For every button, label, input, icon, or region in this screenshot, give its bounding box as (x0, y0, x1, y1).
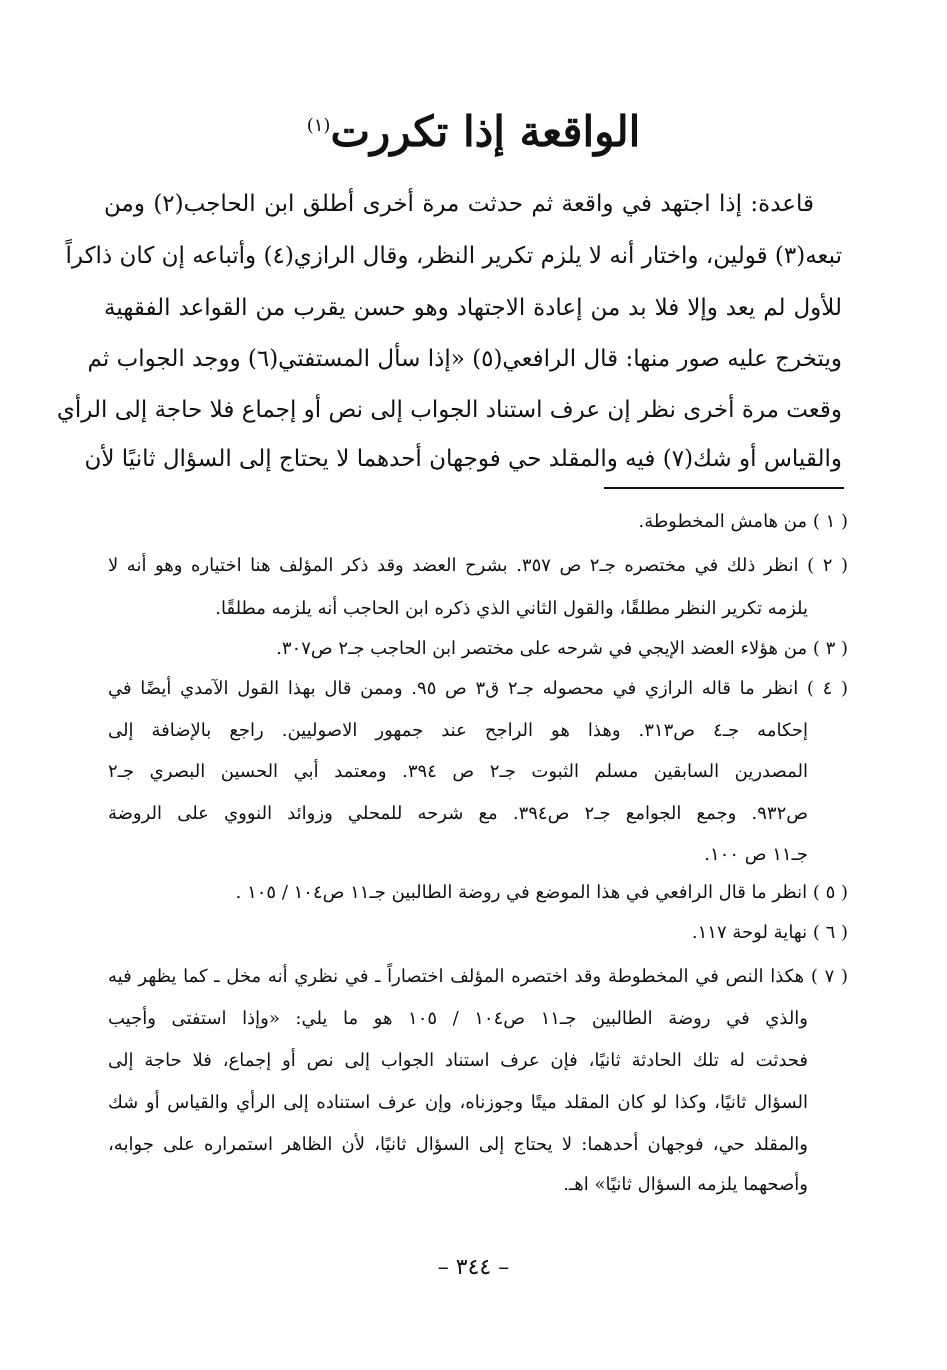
footnote-line: ( ٧ ) هكذا النص في المخطوطة وقد اختصره المؤلف اختصاراً ـ في نظري أنه مخل ـ كما يظهر فيه (108, 966, 848, 987)
title-footnote-ref: (١) (306, 115, 331, 136)
footnote-line: المصدرين السابقين مسلم الثبوت جـ٢ ص ٣٩٤. ومعتمد أبي الحسين البصري جـ٢ (108, 761, 808, 782)
title-text: الواقعة إذا تكررت (330, 107, 641, 156)
footnote-line: جـ١١ ص ١٠٠. (704, 844, 808, 865)
footnote-line: ( ١ ) من هامش المخطوطة. (638, 511, 848, 532)
footnote-line: ( ٦ ) نهاية لوحة ١١٧. (691, 922, 848, 943)
footnote-line: ( ٤ ) انظر ما قاله الرازي في محصوله جـ٢ ق٣ ص ٩٥. وممن قال بهذا القول الآمدي أيضًا في (108, 678, 848, 699)
footnote-line: إحكامه جـ٤ ص٣١٣. وهذا هو الراجح عند جمهور الاصوليين. راجع بالإضافة إلى (108, 720, 809, 741)
footnote-line: والذي في روضة الطالبين جـ١١ ص١٠٤ / ١٠٥ هو ما يلي: «وإذا استفتى وأجيب (108, 1008, 808, 1029)
body-line: ويتخرج عليه صور منها: قال الرافعي(٥) «إذا سأل المستفتي(٦) ووجد الجواب ثم (87, 346, 842, 372)
body-line: قاعدة: إذا اجتهد في واقعة ثم حدثت مرة أخرى أطلق ابن الحاجب(٢) ومن (104, 191, 814, 217)
page-number: – ٣٤٤ – (437, 1255, 510, 1280)
footnote-line: والمقلد حي، فوجهان أحدهما: لا يحتاج إلى السؤال ثانيًا، لأن الظاهر استمراره على جوابه، (108, 1134, 808, 1155)
body-line: للأول لم يعد وإلا فلا بد من إعادة الاجتهاد وهو حسن يقرب من القواعد الفقهية (104, 295, 842, 321)
body-line: والقياس أو شك(٧) فيه والمقلد حي فوجهان أحدهما لا يحتاج إلى السؤال ثانيًا لأن (84, 446, 842, 472)
body-line: وقعت مرة أخرى نظر إن عرف استناد الجواب إلى نص أو إجماع فلا حاجة إلى الرأي (56, 397, 842, 423)
footnote-line: يلزمه تكرير النظر مطلقًا، والقول الثاني الذي ذكره ابن الحاجب أنه يلزمه مطلقًا. (215, 598, 808, 619)
footnote-line: وأصحهما يلزمه السؤال ثانيًا» اهـ. (563, 1174, 808, 1195)
body-line: تبعه(٣) قولين، واختار أنه لا يلزم تكرير النظر، وقال الرازي(٤) وأتباعه إن كان ذاكراً (65, 243, 842, 269)
footnote-line: ص٩٣٢. وجمع الجوامع جـ٢ ص٣٩٤. مع شرحه للمحلي وزوائد النووي على الروضة (108, 803, 809, 824)
footnote-line: السؤال ثانيًا، وكذا لو كان المقلد ميتًا وجوزناه، وإن عرف استناده إلى الرأي والقياس أو شك (108, 1092, 808, 1113)
footnote-line: ( ٣ ) من هؤلاء العضد الإيجي في شرحه على مختصر ابن الحاجب جـ٢ ص٣٠٧. (276, 638, 848, 659)
footnote-line: فحدثت له تلك الحادثة ثانيًا، فإن عرف استناد الجواب إلى نص أو إجماع، فلا حاجة إلى (108, 1050, 808, 1071)
page-title (0, 96, 947, 156)
footnote-line: ( ٥ ) انظر ما قال الرافعي في هذا الموضع في روضة الطالبين جـ١١ ص١٠٤ / ١٠٥ . (235, 882, 848, 903)
footnote-divider (604, 487, 844, 489)
footnote-line: ( ٢ ) انظر ذلك في مختصره جـ٢ ص ٣٥٧. بشرح العضد وقد ذكر المؤلف هنا اختياره وهو أنه لا (108, 555, 848, 576)
